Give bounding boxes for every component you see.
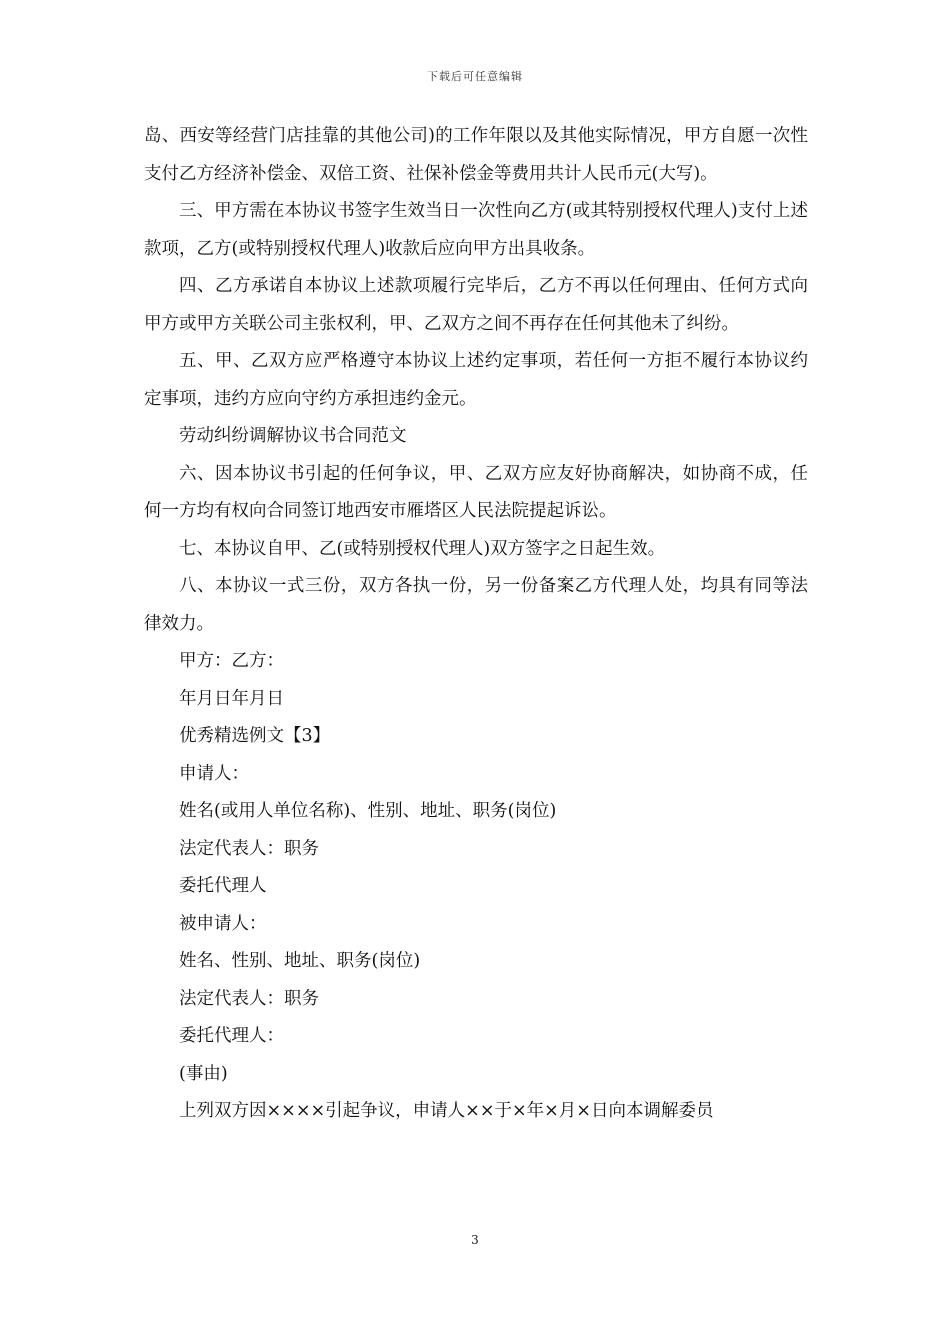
date-line: 年月日年月日 [179, 688, 284, 709]
paragraph: 七、本协议自甲、乙(或特别授权代理人)双方签字之日起生效。 [179, 538, 666, 559]
paragraph: 五、甲、乙双方应严格遵守本协议上述约定事项，若任何一方拒不履行本协议约定事项，违约方应向守约方承担违约金元。 [144, 351, 808, 409]
section-heading: 优秀精选例文【3】 [179, 726, 331, 746]
form-line: 姓名(或用人单位名称)、性别、地址、职务(岗位) [179, 801, 557, 821]
form-line: 姓名、性别、地址、职务(岗位) [179, 951, 421, 971]
form-line: (事由) [179, 1063, 228, 1084]
form-line: 法定代表人：职务 [179, 838, 319, 859]
form-line: 法定代表人：职务 [179, 988, 319, 1009]
form-line: 申请人： [179, 763, 249, 784]
paragraph: 八、本协议一式三份，双方各执一份，另一份备案乙方代理人处，均具有同等法律效力。 [144, 576, 808, 634]
header-note: 下载后可任意编辑 [427, 70, 523, 83]
document-body [144, 118, 808, 1131]
paragraph: 四、乙方承诺自本协议上述款项履行完毕后，乙方不再以任何理由、任何方式向甲方或甲方关联公司主张权利，甲、乙双方之间不再存在任何其他未了纠纷。 [144, 276, 808, 334]
form-line: 被申请人： [179, 913, 267, 934]
section-heading: 劳动纠纷调解协议书合同范文 [179, 426, 407, 446]
form-line: 委托代理人 [179, 876, 267, 896]
form-line: 委托代理人： [179, 1026, 284, 1046]
paragraph: 六、因本协议书引起的任何争议，甲、乙双方应友好协商解决，如协商不成，任何一方均有权向合同签订地西安市雁塔区人民法院提起诉讼。 [144, 463, 808, 521]
paragraph: 上列双方因××××引起争议，申请人××于×年×月×日向本调解委员 [179, 1101, 714, 1121]
page-number: 3 [471, 1233, 479, 1247]
signature-line: 甲方：乙方： [179, 651, 284, 671]
paragraph: 三、甲方需在本协议书签字生效当日一次性向乙方(或其特别授权代理人)支付上述款项，乙方(或特别授权代理人)收款后应向甲方出具收条。 [144, 201, 808, 259]
paragraph: 岛、西安等经营门店挂靠的其他公司)的工作年限以及其他实际情况，甲方自愿一次性支付乙方经济补偿金、双倍工资、社保补偿金等费用共计人民币元(大写)。 [144, 126, 808, 184]
